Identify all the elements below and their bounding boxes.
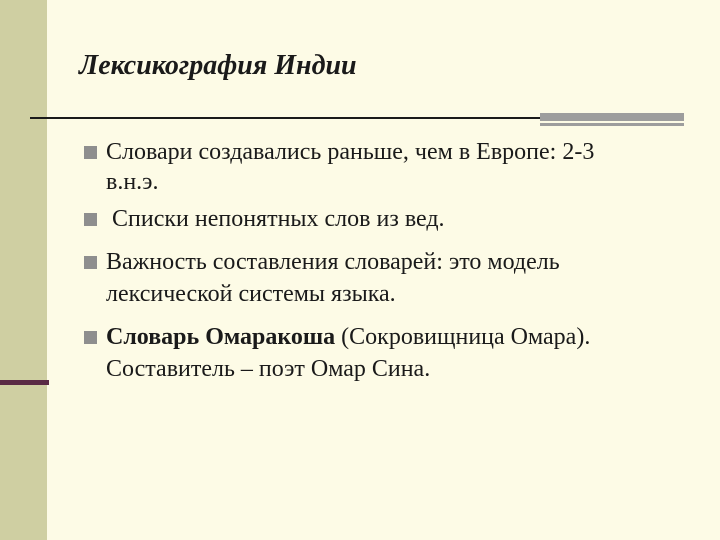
bullet-line: в.н.э. (106, 169, 159, 195)
bold-term: Словарь Омаракоша (106, 324, 336, 350)
bullet-line-rest: (Сокровищница Омара). (335, 324, 591, 350)
bullet-line: лексической системы языка. (106, 281, 396, 307)
bullet-line: Словари создавались раньше, чем в Европе: 2-3 (106, 139, 595, 165)
bullet-line (106, 323, 590, 352)
square-bullet-icon (84, 213, 97, 226)
square-bullet-icon (84, 256, 97, 269)
title-underline-rule (30, 117, 545, 119)
bullet-line: Списки непонятных слов из вед. (106, 206, 445, 232)
title-accent-rule-thin (540, 123, 684, 126)
slide-title: Лексикография Индии (79, 50, 357, 81)
square-bullet-icon (84, 331, 97, 344)
left-decorative-band (0, 0, 47, 540)
bullet-line: Важность составления словарей: это модель (106, 249, 560, 275)
left-accent-bar (0, 380, 49, 385)
square-bullet-icon (84, 146, 97, 159)
title-accent-rule (540, 113, 684, 121)
bullet-line: Составитель – поэт Омар Сина. (106, 356, 431, 382)
